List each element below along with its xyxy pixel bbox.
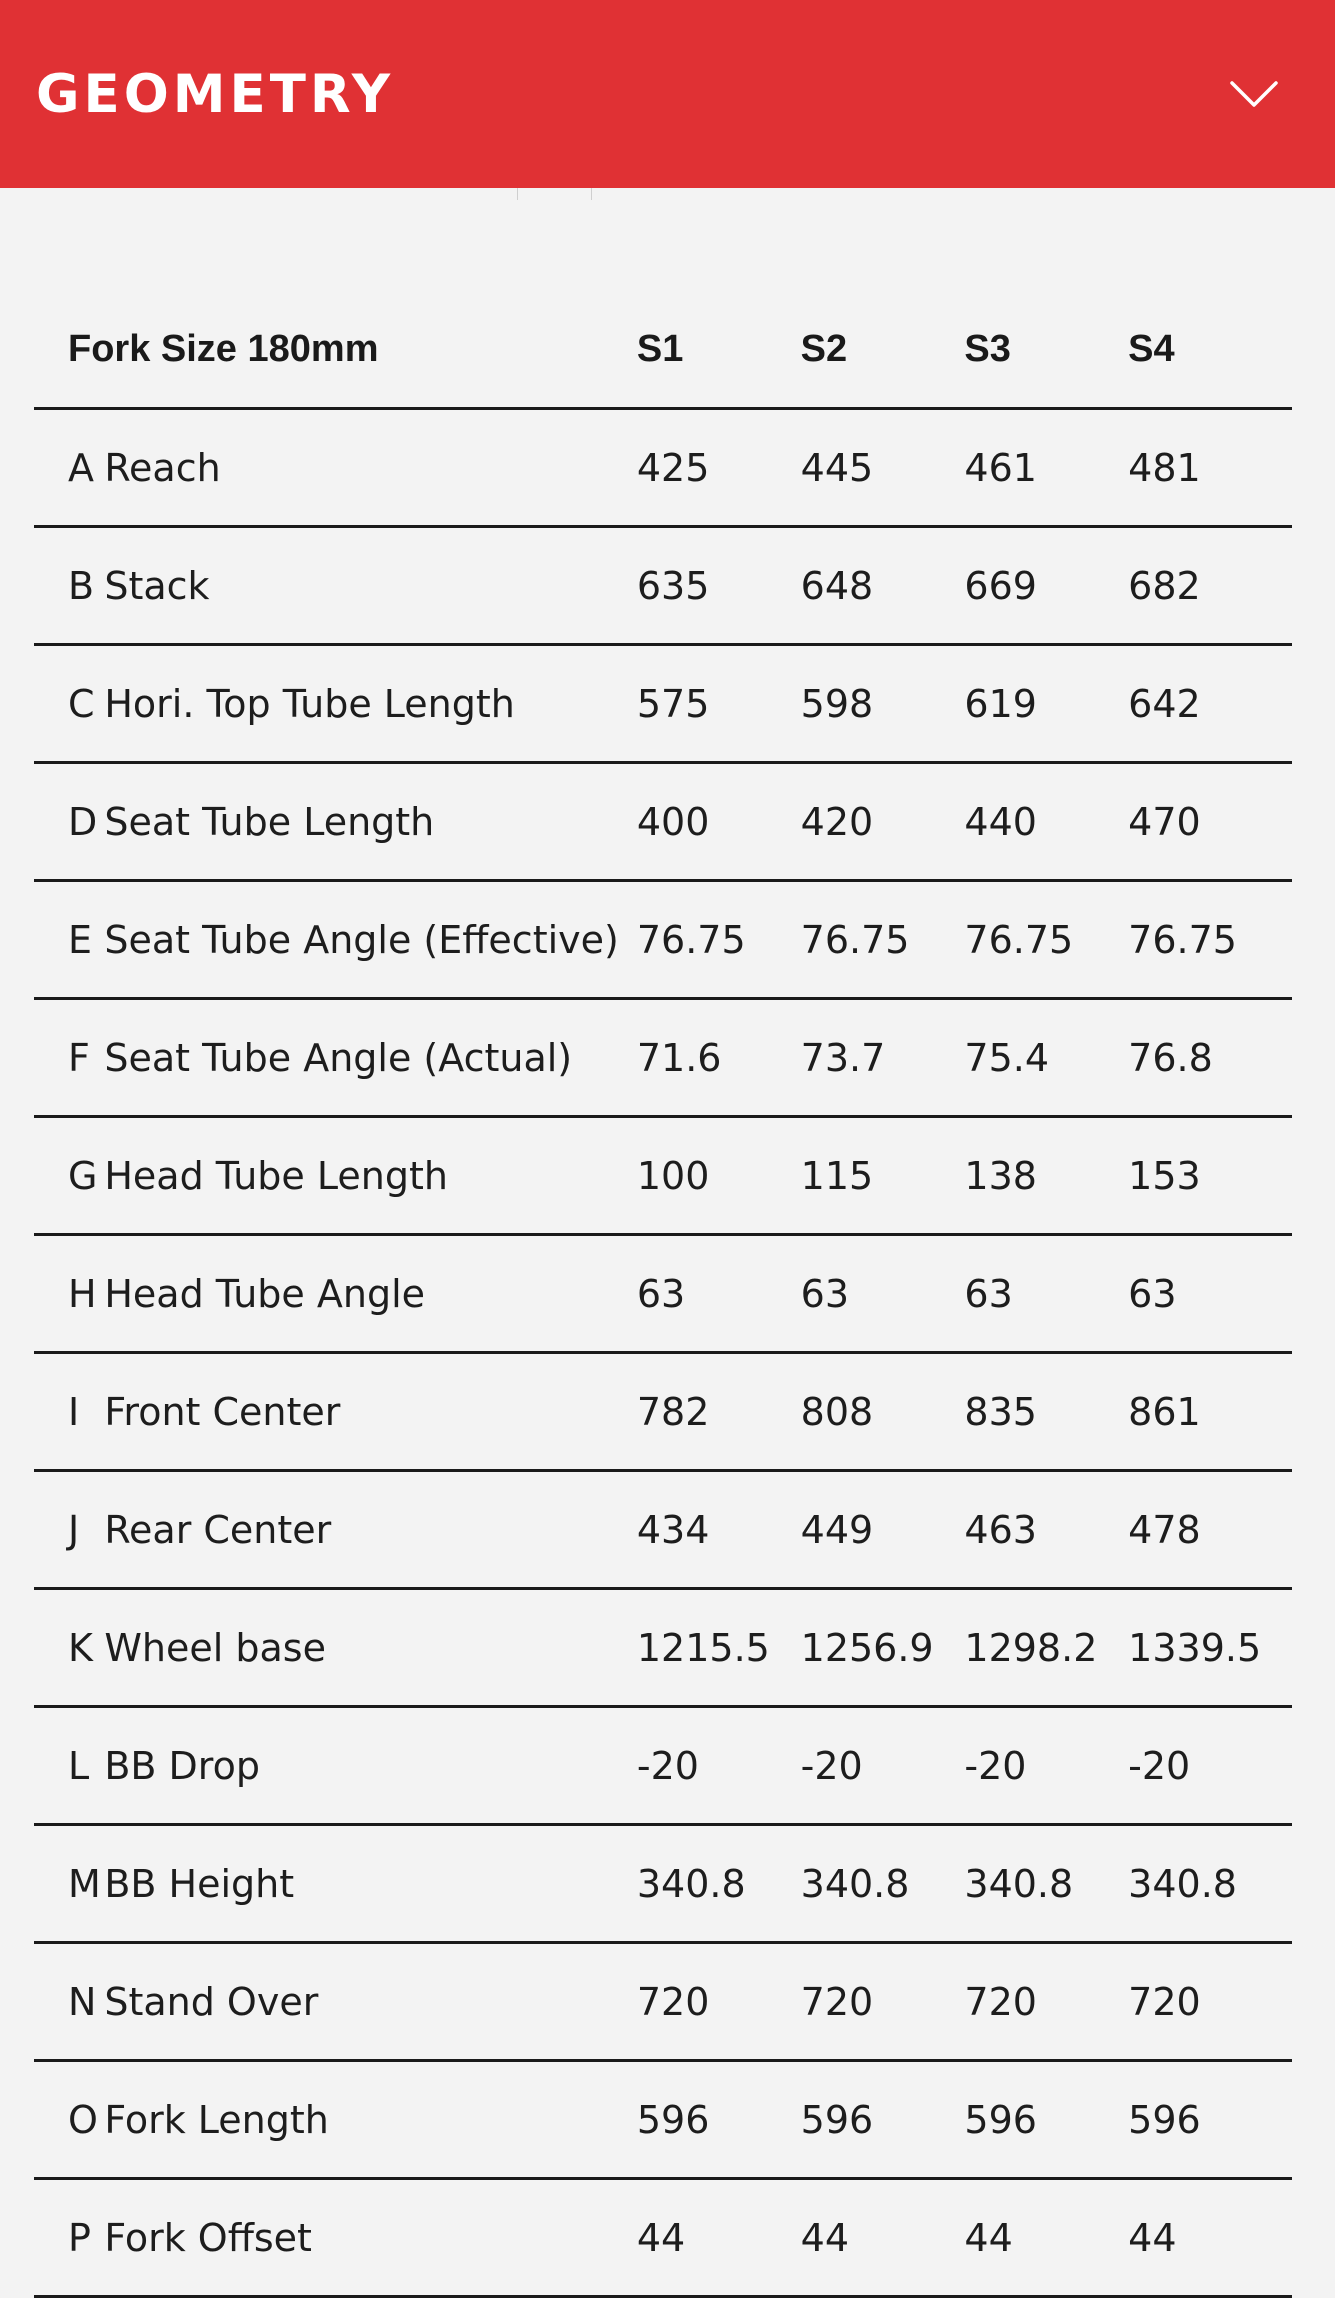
value-cell-s4: -20	[1128, 1707, 1292, 1825]
section-title: GEOMETRY	[36, 63, 395, 125]
value-cell-s3: 619	[964, 645, 1128, 763]
value-cell-s2: 73.7	[801, 999, 965, 1117]
row-label: Fork Length	[104, 2061, 637, 2179]
value-cell-s4: 478	[1128, 1471, 1292, 1589]
value-cell-s4: 682	[1128, 527, 1292, 645]
value-cell-s1: 434	[637, 1471, 801, 1589]
row-letter: G	[34, 1117, 104, 1235]
value-cell-s1: 63	[637, 1235, 801, 1353]
tab-divider	[591, 188, 592, 200]
value-cell-s2: 63	[801, 1235, 965, 1353]
value-cell-s3: 76.75	[964, 881, 1128, 999]
value-cell-s3: 44	[964, 2179, 1128, 2297]
table-row	[34, 645, 1292, 763]
table-row	[34, 2061, 1292, 2179]
row-label: Stand Over	[104, 1943, 637, 2061]
value-cell-s1: 575	[637, 645, 801, 763]
row-letter: C	[34, 645, 104, 763]
table-row	[34, 1589, 1292, 1707]
value-cell-s4: 470	[1128, 763, 1292, 881]
value-cell-s3: 75.4	[964, 999, 1128, 1117]
size-header-s3: S3	[964, 292, 1128, 409]
value-cell-s1: 782	[637, 1353, 801, 1471]
value-cell-s3: 720	[964, 1943, 1128, 2061]
value-cell-s1: 44	[637, 2179, 801, 2297]
value-cell-s3: -20	[964, 1707, 1128, 1825]
geometry-table	[34, 292, 1292, 2298]
row-label: Stack	[104, 527, 637, 645]
row-letter: N	[34, 1943, 104, 2061]
value-cell-s4: 596	[1128, 2061, 1292, 2179]
value-cell-s4: 76.8	[1128, 999, 1292, 1117]
row-label: Hori. Top Tube Length	[104, 645, 637, 763]
row-label: Reach	[104, 409, 637, 527]
row-letter: J	[34, 1471, 104, 1589]
value-cell-s3: 669	[964, 527, 1128, 645]
value-cell-s1: 720	[637, 1943, 801, 2061]
value-cell-s2: 598	[801, 645, 965, 763]
row-letter: L	[34, 1707, 104, 1825]
value-cell-s4: 153	[1128, 1117, 1292, 1235]
value-cell-s1: 1215.5	[637, 1589, 801, 1707]
table-row	[34, 1707, 1292, 1825]
row-label: Head Tube Angle	[104, 1235, 637, 1353]
value-cell-s3: 138	[964, 1117, 1128, 1235]
value-cell-s1: -20	[637, 1707, 801, 1825]
row-letter: M	[34, 1825, 104, 1943]
row-label: Rear Center	[104, 1471, 637, 1589]
table-row	[34, 1471, 1292, 1589]
row-letter: E	[34, 881, 104, 999]
fork-size-header: Fork Size 180mm	[34, 292, 637, 409]
geometry-header[interactable]	[0, 0, 1335, 188]
value-cell-s1: 596	[637, 2061, 801, 2179]
value-cell-s4: 642	[1128, 645, 1292, 763]
value-cell-s2: 445	[801, 409, 965, 527]
value-cell-s1: 100	[637, 1117, 801, 1235]
value-cell-s2: 420	[801, 763, 965, 881]
value-cell-s2: 115	[801, 1117, 965, 1235]
value-cell-s3: 596	[964, 2061, 1128, 2179]
table-header-row	[34, 292, 1292, 409]
value-cell-s3: 340.8	[964, 1825, 1128, 1943]
value-cell-s2: 648	[801, 527, 965, 645]
row-letter: I	[34, 1353, 104, 1471]
chevron-down-icon[interactable]	[1229, 79, 1279, 109]
value-cell-s3: 63	[964, 1235, 1128, 1353]
value-cell-s4: 1339.5	[1128, 1589, 1292, 1707]
value-cell-s1: 400	[637, 763, 801, 881]
value-cell-s4: 76.75	[1128, 881, 1292, 999]
row-label: Seat Tube Length	[104, 763, 637, 881]
tab-divider-strip	[0, 188, 1335, 200]
value-cell-s3: 461	[964, 409, 1128, 527]
value-cell-s2: 340.8	[801, 1825, 965, 1943]
value-cell-s2: 449	[801, 1471, 965, 1589]
row-label: Head Tube Length	[104, 1117, 637, 1235]
row-letter: O	[34, 2061, 104, 2179]
value-cell-s2: 596	[801, 2061, 965, 2179]
table-row	[34, 409, 1292, 527]
row-letter: A	[34, 409, 104, 527]
table-row	[34, 527, 1292, 645]
row-label: Wheel base	[104, 1589, 637, 1707]
value-cell-s4: 720	[1128, 1943, 1292, 2061]
size-header-s4: S4	[1128, 292, 1292, 409]
value-cell-s4: 63	[1128, 1235, 1292, 1353]
table-row	[34, 1117, 1292, 1235]
value-cell-s2: 720	[801, 1943, 965, 2061]
table-row	[34, 1825, 1292, 1943]
row-letter: H	[34, 1235, 104, 1353]
row-label: Front Center	[104, 1353, 637, 1471]
value-cell-s3: 835	[964, 1353, 1128, 1471]
table-body	[34, 409, 1292, 2297]
value-cell-s4: 481	[1128, 409, 1292, 527]
tab-divider	[517, 188, 518, 200]
value-cell-s2: 44	[801, 2179, 965, 2297]
table-row	[34, 763, 1292, 881]
row-letter: K	[34, 1589, 104, 1707]
row-label: Seat Tube Angle (Effective)	[104, 881, 637, 999]
geometry-table-container	[34, 292, 1292, 2298]
row-label: BB Drop	[104, 1707, 637, 1825]
row-letter: B	[34, 527, 104, 645]
value-cell-s3: 463	[964, 1471, 1128, 1589]
value-cell-s2: 76.75	[801, 881, 965, 999]
value-cell-s4: 861	[1128, 1353, 1292, 1471]
table-row	[34, 999, 1292, 1117]
row-letter: P	[34, 2179, 104, 2297]
size-header-s1: S1	[637, 292, 801, 409]
value-cell-s1: 635	[637, 527, 801, 645]
row-letter: F	[34, 999, 104, 1117]
value-cell-s1: 71.6	[637, 999, 801, 1117]
row-label: Fork Offset	[104, 2179, 637, 2297]
row-label: Seat Tube Angle (Actual)	[104, 999, 637, 1117]
value-cell-s3: 440	[964, 763, 1128, 881]
table-row	[34, 1943, 1292, 2061]
table-row	[34, 2179, 1292, 2297]
value-cell-s2: 808	[801, 1353, 965, 1471]
table-row	[34, 1235, 1292, 1353]
value-cell-s2: 1256.9	[801, 1589, 965, 1707]
table-row	[34, 881, 1292, 999]
value-cell-s3: 1298.2	[964, 1589, 1128, 1707]
value-cell-s1: 340.8	[637, 1825, 801, 1943]
size-header-s2: S2	[801, 292, 965, 409]
value-cell-s2: -20	[801, 1707, 965, 1825]
value-cell-s4: 44	[1128, 2179, 1292, 2297]
value-cell-s1: 425	[637, 409, 801, 527]
table-row	[34, 1353, 1292, 1471]
value-cell-s4: 340.8	[1128, 1825, 1292, 1943]
value-cell-s1: 76.75	[637, 881, 801, 999]
row-label: BB Height	[104, 1825, 637, 1943]
row-letter: D	[34, 763, 104, 881]
